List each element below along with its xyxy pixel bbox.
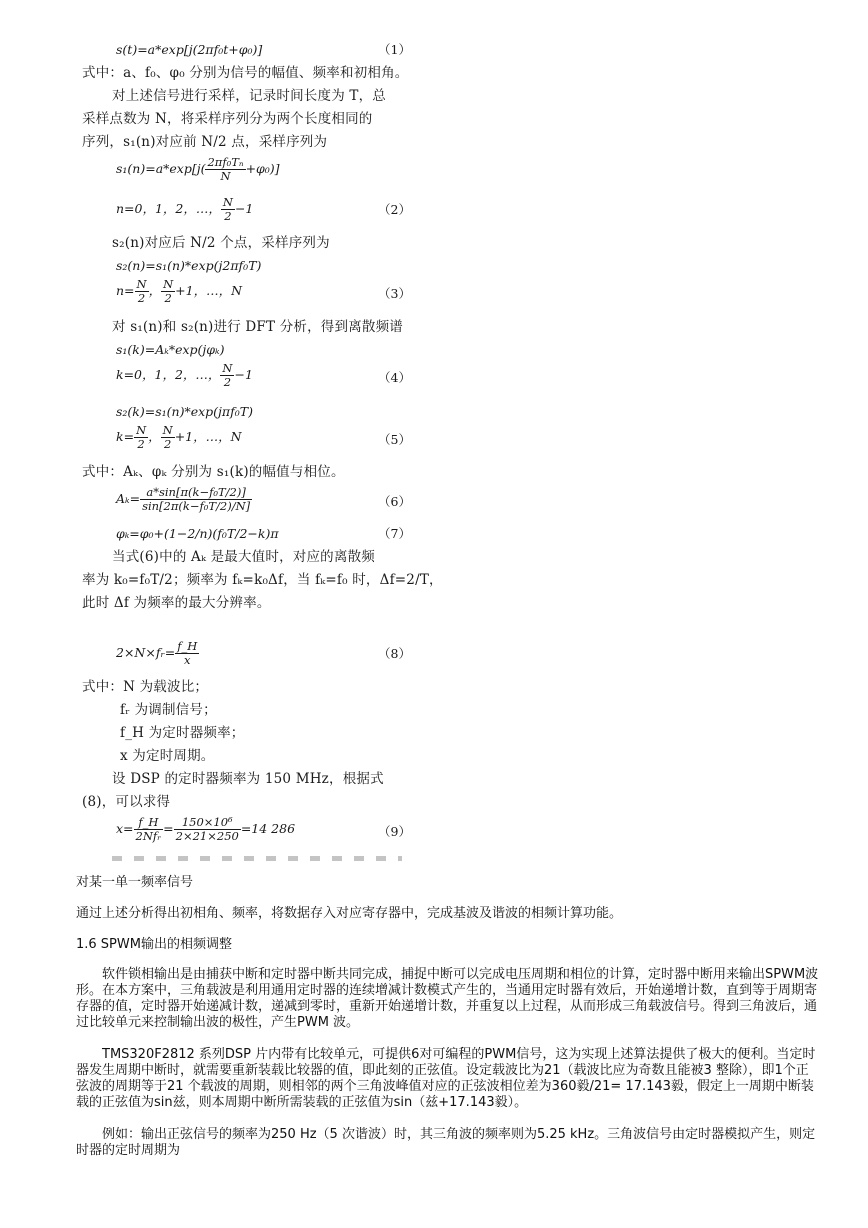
fraction xyxy=(205,156,245,183)
equation-7: φₖ=φ₀+(1−2/n)(f₀T/2−k)π xyxy=(116,526,279,541)
equation-3a: s₂(n)=s₁(n)*exp(j2πf₀T) xyxy=(116,258,262,273)
text-line: fᵣ 为调制信号； xyxy=(120,702,217,718)
eq-part: +1，…，N xyxy=(175,283,243,298)
equation-6 xyxy=(116,486,252,513)
denominator: 2 xyxy=(223,375,232,389)
numerator: a*sin[π(k−f₀T/2)] xyxy=(140,486,252,500)
eq-part: ， xyxy=(148,429,161,444)
fraction xyxy=(134,424,148,451)
equation-4-number: （4） xyxy=(378,370,411,385)
paragraph-summary: 通过上述分析得出初相角、频率，将数据存入对应寄存器中，完成基波及谐波的相频计算功能。 xyxy=(76,906,623,921)
equation-3-number: （3） xyxy=(378,286,411,301)
equation-2-number: （2） xyxy=(378,202,411,217)
eq-part: −1 xyxy=(234,201,254,216)
equation-5a: s₂(k)=s₁(n)*exp(jπf₀T) xyxy=(116,404,253,419)
numerator: 150×10⁶ xyxy=(174,816,241,830)
equation-5b xyxy=(116,424,242,451)
text-line: s₂(n)对应后 N/2 个点，采样序列为 xyxy=(112,235,330,251)
eq-part: n=0，1，2，…， xyxy=(116,201,221,216)
denominator: 2 xyxy=(224,209,232,223)
numerator: N xyxy=(222,361,233,375)
fraction xyxy=(175,640,199,667)
eq-part: Aₖ= xyxy=(116,491,141,506)
denominator: 2 xyxy=(164,291,172,305)
numerator: N xyxy=(136,277,147,291)
equation-4a: s₁(k)=Aₖ*exp(jφₖ) xyxy=(116,342,225,357)
text-line: x 为定时周期。 xyxy=(120,748,215,764)
text-line: 采样点数为 N，将采样序列分为两个长度相同的 xyxy=(82,111,373,127)
eq-part: s₁(n)=a*exp[j( xyxy=(116,161,206,176)
cropped-text-edge xyxy=(112,856,402,861)
fraction xyxy=(134,816,164,843)
eq-part: +φ₀)] xyxy=(245,161,280,176)
section-heading: 1.6 SPWM输出的相频调整 xyxy=(76,937,232,952)
fraction xyxy=(135,278,149,305)
fraction xyxy=(161,424,175,451)
fraction xyxy=(174,816,241,843)
eq-part: = xyxy=(163,821,174,836)
paragraph-intro: 对某一单一频率信号 xyxy=(76,875,194,890)
paragraph-example: 例如：输出正弦信号的频率为250 Hz（5 次谐波）时，其三角波的频率则为5.25 kHz。三角波信号由定时器模拟产生，则定时器的定时周期为 xyxy=(76,1127,816,1158)
text-line: f_H 为定时器频率； xyxy=(120,725,245,741)
paragraph-tms320: TMS320F2812 系列DSP 片内带有比较单元，可提供6对可编程的PWM信号，这为实现上述算法提供了极大的便利。当定时器发生周期中断时，就需要重新装载比较器的值，即此刻的正弦值。设定载波比为21（载波比应为奇数且能被3 整除），即1个正弦波的周期等于21 个载波的周期，则相邻的两个三角波峰值对应的正弦波相位差为360毅/21= 17.143毅，假定上一周期中断装载的正弦值为sin兹，则本周期中断所需装载的正弦值为sin（兹+17.143毅）。 xyxy=(76,1047,816,1110)
eq-part: x= xyxy=(116,821,134,836)
equation-6-number: （6） xyxy=(378,494,411,509)
equation-7-number: （7） xyxy=(378,526,411,541)
text-line: 式中：Aₖ、φₖ 分别为 s₁(k)的幅值与相位。 xyxy=(82,464,345,480)
fraction xyxy=(221,196,235,223)
numerator: N xyxy=(136,423,147,437)
denominator: 2 xyxy=(164,437,172,451)
equation-8 xyxy=(116,640,199,667)
eq-part: k=0，1，2，…， xyxy=(116,367,221,382)
text-line: 序列，s₁(n)对应前 N/2 点，采样序列为 xyxy=(82,134,328,150)
denominator: 2 xyxy=(137,437,145,451)
equation-3b xyxy=(116,278,242,305)
eq-part: =14 286 xyxy=(240,821,296,836)
denominator: sin[2π(k−f₀T/2)/N] xyxy=(142,499,251,513)
equation-9-number: （9） xyxy=(378,824,411,839)
fraction xyxy=(220,362,234,389)
text-line: (8)，可以求得 xyxy=(82,794,171,810)
equation-2a xyxy=(116,156,280,183)
eq-part: n= xyxy=(116,283,135,298)
numerator: N xyxy=(162,423,173,437)
equation-2b xyxy=(116,196,253,223)
eq-part: 2×N×fᵣ= xyxy=(116,645,176,660)
paragraph-spwm: 软件锁相输出是由捕获中断和定时器中断共同完成，捕捉中断可以完成电压周期和相位的计算，定时器中断用来输出SPWM波形。在本方案中，三角载波是利用通用定时器的连续增减计数模式产生的，当通用定时器有效后，开始递增计数，直到等于周期寄存器的值，定时器开始递减计数，递减到零时，重新开始递增计数，并重复以上过程，从而形成三角载波信号。得到三角波后，通过比较单元来控制输出波的极性，产生PWM 波。 xyxy=(76,967,819,1030)
equation-1-number: （1） xyxy=(378,42,411,57)
text-line: 对 s₁(n)和 s₂(n)进行 DFT 分析，得到离散频谱 xyxy=(112,319,403,335)
equation-5-number: （5） xyxy=(378,432,411,447)
fraction xyxy=(161,278,175,305)
denominator: 2Nfᵣ xyxy=(135,829,162,843)
text-line: 当式(6)中的 Aₖ 是最大值时，对应的离散频 xyxy=(112,549,375,565)
numerator: N xyxy=(222,195,233,209)
text-line: 此时 Δf 为频率的最大分辨率。 xyxy=(82,595,271,611)
text-line: 对上述信号进行采样，记录时间长度为 T，总 xyxy=(112,88,386,104)
eq-part: −1 xyxy=(234,367,253,382)
eq-part: +1，…，N xyxy=(174,429,242,444)
numerator: f_H xyxy=(177,639,198,653)
text-line: 式中：a、f₀、φ₀ 分别为信号的幅值、频率和初相角。 xyxy=(82,65,409,81)
equation-1: s(t)=a*exp[j(2πf₀t+φ₀)] xyxy=(116,42,263,57)
fraction xyxy=(140,486,252,513)
denominator: x xyxy=(184,653,191,667)
eq-part: ， xyxy=(148,283,162,298)
denominator: 2×21×250 xyxy=(175,829,239,843)
text-line: 式中：N 为载波比； xyxy=(82,679,209,695)
numerator: N xyxy=(163,277,174,291)
numerator: 2πf₀Tₙ xyxy=(207,155,244,169)
denominator: 2 xyxy=(137,291,146,305)
eq-part: k= xyxy=(116,429,135,444)
equation-8-number: （8） xyxy=(378,646,411,661)
numerator: f_H xyxy=(134,816,164,830)
text-line: 率为 k₀=f₀T/2；频率为 fₖ=k₀Δf，当 fₖ=f₀ 时，Δf=2/T， xyxy=(82,572,443,588)
denominator: N xyxy=(220,169,231,183)
equation-4b xyxy=(116,362,253,389)
text-line: 设 DSP 的定时器频率为 150 MHz，根据式 xyxy=(112,771,384,787)
equation-9 xyxy=(116,816,295,843)
